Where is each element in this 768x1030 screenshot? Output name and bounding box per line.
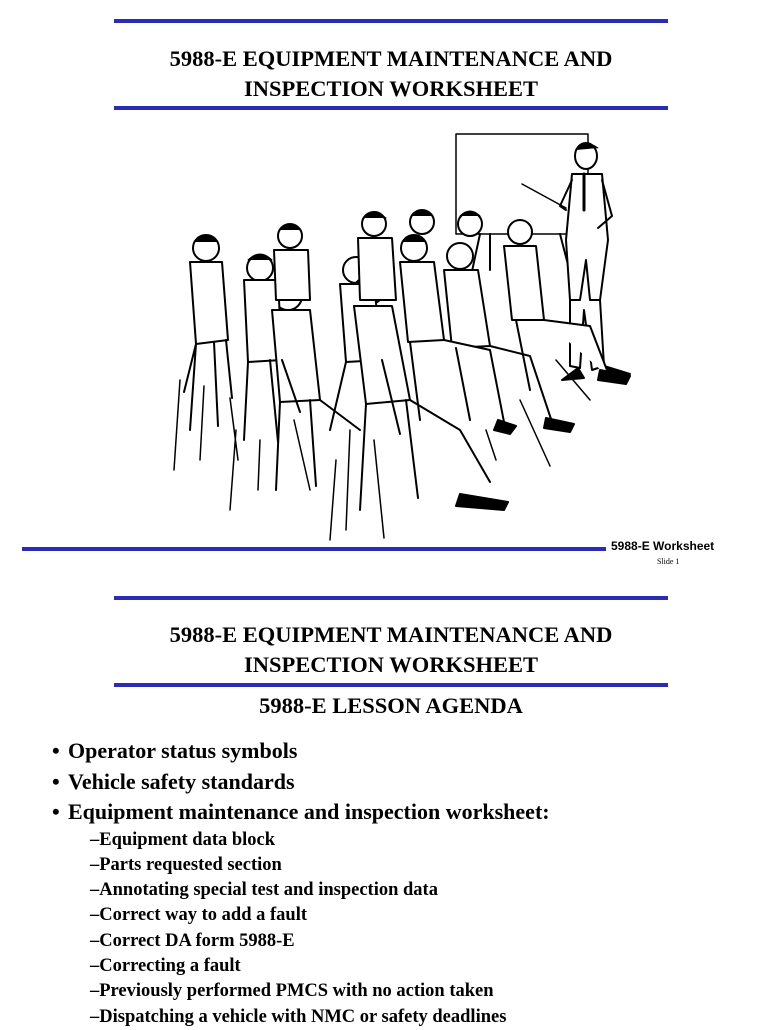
sub-item [52, 853, 752, 878]
dash-marker: – [90, 955, 100, 976]
title-top-rule [114, 19, 668, 23]
worksheet-topics [52, 828, 752, 1030]
sub-item-text: Correct DA form 5988-E [99, 930, 295, 951]
bullet-marker: • [52, 738, 60, 763]
sub-item [52, 954, 752, 979]
dash-marker: – [90, 930, 100, 951]
title-bottom-rule [114, 106, 668, 110]
sub-item [52, 979, 752, 1004]
agenda-bullet [52, 736, 752, 767]
slide-title-line-1: 5988-E EQUIPMENT MAINTENANCE AND [169, 46, 613, 71]
sub-item-text: Correcting a fault [99, 955, 241, 976]
slide-2 [0, 584, 768, 1027]
sub-item-text: Dispatching a vehicle with NMC or safety deadlines [99, 1006, 507, 1027]
classroom-illustration [160, 130, 640, 545]
title-top-rule [114, 596, 668, 600]
agenda-bullet [52, 767, 752, 798]
agenda-heading: 5988-E LESSON AGENDA [259, 693, 523, 718]
bullet-text: Equipment maintenance and inspection worksheet: [68, 799, 550, 824]
title-bottom-rule [114, 683, 668, 687]
footer-label: 5988-E Worksheet [611, 539, 715, 553]
dash-marker: – [90, 854, 100, 875]
sub-item [52, 929, 752, 954]
dash-marker: – [90, 905, 100, 926]
sub-item-text: Previously performed PMCS with no action taken [99, 981, 494, 1002]
slide-title-line-1: 5988-E EQUIPMENT MAINTENANCE AND [169, 622, 613, 647]
sub-item-text: Annotating special test and inspection data [99, 880, 438, 901]
slide-title-line-2: INSPECTION WORKSHEET [243, 652, 539, 677]
dash-marker: – [90, 1006, 100, 1027]
pointer-stick [522, 184, 566, 208]
slide-number: Slide 1 [657, 557, 680, 566]
sub-item [52, 878, 752, 903]
sub-item [52, 828, 752, 853]
sub-item [52, 1005, 752, 1030]
bullet-text: Vehicle safety standards [68, 768, 295, 794]
agenda-bullet [52, 797, 752, 828]
dash-marker: – [90, 880, 100, 901]
sub-item-text: Parts requested section [99, 854, 282, 875]
sub-item [52, 903, 752, 928]
seated-audience [174, 210, 630, 540]
slide-title [114, 620, 668, 680]
dash-marker: – [90, 829, 100, 850]
agenda-list [52, 736, 752, 1030]
slide-title-line-2: INSPECTION WORKSHEET [243, 76, 539, 101]
footer-rule [22, 547, 606, 551]
sub-item-text: Equipment data block [99, 829, 276, 850]
bullet-marker: • [52, 768, 60, 794]
sub-item-text: Correct way to add a fault [99, 905, 308, 926]
bullet-marker: • [52, 799, 60, 824]
slide-title [114, 44, 668, 104]
bullet-text: Operator status symbols [68, 738, 298, 763]
dash-marker: – [90, 981, 100, 1002]
